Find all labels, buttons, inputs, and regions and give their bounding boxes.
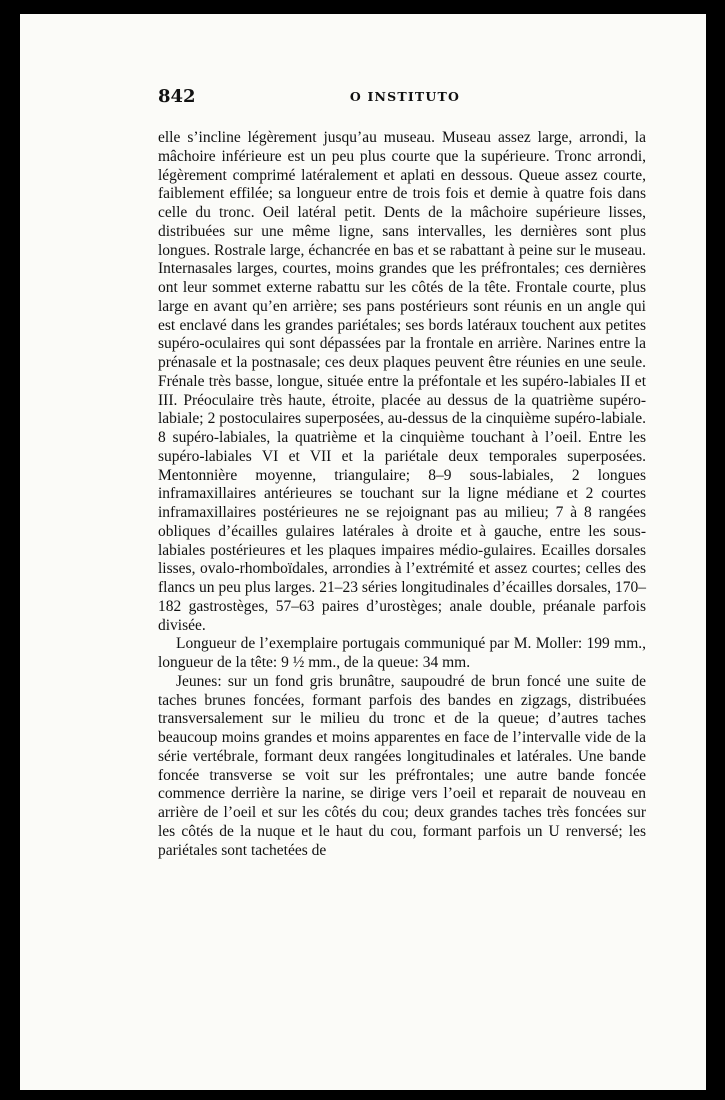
page-number: 842 [158, 86, 196, 107]
running-title: O INSTITUTO [349, 89, 461, 104]
body-text [158, 129, 646, 860]
page-header [158, 86, 652, 110]
paragraph-length: Longueur de l’exemplaire portugais communiqué par M. Moller: 199 mm., longueur de la tête: 9 ½ mm., de la queue: 34 mm. [158, 635, 646, 671]
paragraph-description: elle s’incline légèrement jusqu’au museau. Museau assez large, arrondi, la mâchoire inférieure est un peu plus courte que la supérieure. Tronc arrondi, légèrement comprimé latéralement et aplati en dessous. Queue assez courte, faiblement effilée; sa longueur entre de trois fois et demie à quatre fois dans celle du tronc. Oeil latéral petit. Dents de la mâchoire supérieure lisses, distribuées sur une même ligne, sans intervalles, les dernières sont plus longues. Rostrale large, échancrée en bas et se rabattant à peine sur le museau. Internasales larges, courtes, moins grandes que les préfrontales; ces dernières ont leur sommet externe rabattu sur les côtés de la tête. Frontale courte, plus large en avant qu’en arrière; ses pans postérieurs sont réunis en un angle qui est enclavé dans les grandes pariétales; ses bords latéraux touchent aux petites supéro-oculaires qui sont dépassées par la frontale en arrière. Narines entre la prénasale et la postnasale; ces deux plaques peuvent être réunies en une seule. Frénale très basse, longue, située entre la préfontale et les supéro-labiales II et III. Préoculaire très haute, étroite, placée au dessus de la quatrième supéro-labiale; 2 postoculaires superposées, au-dessus de la cinquième supéro-labiale. 8 supéro-labiales, la quatrième et la cinquième touchant à l’oeil. Entre les supéro-labiales VI et VII et la pariétale deux temporales superposées. Mentonnière moyenne, triangulaire; 8–9 sous-labiales, 2 longues inframaxillaires antérieures se touchant sur la ligne médiane et 2 courtes inframaxillaires postérieures ne se rejoignant pas au milieu; 7 à 8 rangées obliques d’écailles gulaires latérales à droite et à gauche, entre les sous-labiales postérieures et les plaques impaires médio-gulaires. Ecailles dorsales lisses, ovalo-rhomboïdales, arrondies à l’extrémité et assez courtes; celles des flancs un peu plus larges. 21–23 séries longitudinales d’écailles dorsales, 170–182 gastrostèges, 57–63 paires d’urostèges; anale double, préanale parfois divisée. [158, 129, 646, 634]
paragraph-juveniles: Jeunes: sur un fond gris brunâtre, saupoudré de brun foncé une suite de taches brunes foncées, formant parfois des bandes en zigzags, distribuées transversalement sur le milieu du tronc et de la queue; d’autres taches beaucoup moins grandes et moins apparentes en face de l’intervalle vide de la série vertébrale, formant deux rangées longitudinales et latérales. Une bande foncée transverse se voit sur les préfrontales; une autre bande foncée commence derrière la narine, se dirige vers l’oeil et reparait de nouveau en arrière de l’oeil et sur les côtés du cou; deux grandes taches très foncées sur les côtés de la nuque et le haut du cou, formant parfois un U renversé; les pariétales sont tachetées de [158, 672, 646, 859]
scanned-page [20, 14, 706, 1090]
